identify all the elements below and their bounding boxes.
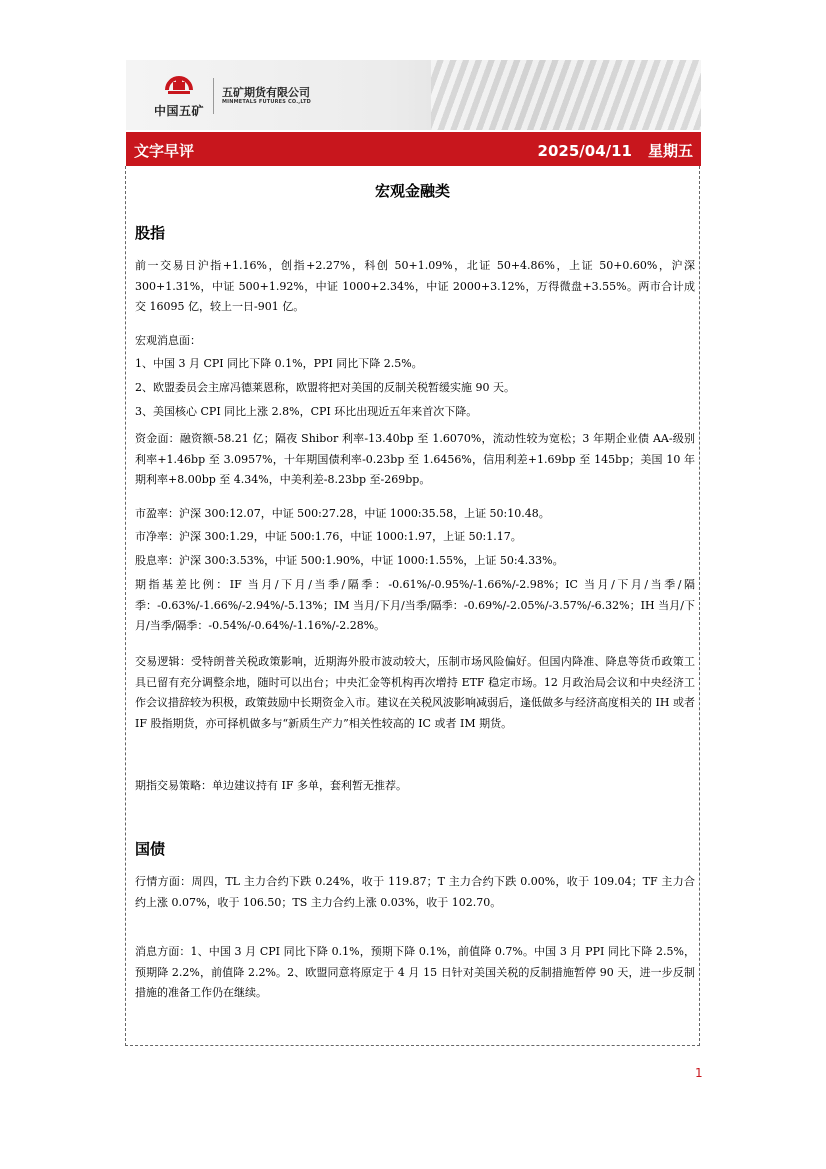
- pb-ratio: 市净率：沪深 300:1.29，中证 500:1.76，中证 1000:1.97，上证 50:1.17。: [135, 530, 522, 543]
- company-name-en: MINMETALS FUTURES CO.,LTD: [222, 99, 311, 105]
- section-title: 宏观金融类: [374, 182, 450, 200]
- funding-paragraph: 资金面：融资额-58.21 亿；隔夜 Shibor 利率-13.40bp 至 1.6070%，流动性较为宽松；3 年期企业债 AA-级别利率+1.46bp 至 3.0957%，十年期国债利率-0.23bp 至 1.6456%，信用利差+1.69bp 至 145bp；美国 10 年期利率+8.00bp 至 4.34%，中美利差-8.23bp 至-269bp。: [135, 432, 695, 486]
- logo-text: 中国五矿: [154, 104, 205, 118]
- report-weekday: 星期五: [647, 142, 693, 160]
- macro-news-2: 2、欧盟委员会主席冯德莱恩称，欧盟将把对美国的反制关税暂缓实施 90 天。: [135, 381, 515, 394]
- trading-logic: 交易逻辑：受特朗普关税政策影响，近期海外股市波动较大，压制市场风险偏好。但国内降准、降息等货币政策工具已留有充分调整余地，随时可以出台；中央汇金等机构再次增持 ETF 稳定市场。12 月政治局会议和中央经济工作会议措辞较为积极，政策鼓励中长期资金入市。建议在关税风波影响减弱后，逢低做多与经济高度相关的 IH 或者 IF 股指期货，亦可择机做多与“新质生产力”相关性较高的 IC 或者 IM 期货。: [135, 655, 695, 730]
- company-name-cn: 五矿期货有限公司: [222, 86, 310, 99]
- pe-ratio: 市盈率：沪深 300:12.07，中证 500:27.28，中证 1000:35.58，上证 50:10.48。: [135, 507, 550, 520]
- header-banner: [126, 60, 701, 130]
- report-type: 文字早评: [134, 142, 195, 160]
- report-date-group: [538, 140, 693, 161]
- bonds-heading: 国债: [135, 840, 166, 858]
- stock-index-heading: 股指: [135, 224, 166, 242]
- macro-news-label: 宏观消息面：: [135, 334, 201, 347]
- trading-strategy: 期指交易策略：单边建议持有 IF 多单，套利暂无推荐。: [135, 779, 407, 792]
- macro-news-3: 3、美国核心 CPI 同比上涨 2.8%，CPI 环比出现近五年来首次下降。: [135, 405, 478, 418]
- report-body: [125, 166, 700, 1046]
- basis-ratio: 期指基差比例：IF 当月/下月/当季/隔季：-0.61%/-0.95%/-1.66%/-2.98%；IC 当月/下月/当季/隔季：-0.63%/-1.66%/-2.94%/-5.13%；IM 当月/下月/当季/隔季：-0.69%/-2.05%/-3.57%/-6.32%；IH 当月/下月/当季/隔季：-0.54%/-0.64%/-1.16%/-2.28%。: [135, 578, 695, 632]
- page-number: 1: [695, 1066, 703, 1080]
- stock-market-summary: 前一交易日沪指+1.16%，创指+2.27%，科创 50+1.09%，北证 50+4.86%，上证 50+0.60%，沪深 300+1.31%，中证 500+1.92%，中证 1000+2.34%，中证 2000+3.12%，万得微盘+3.55%。两市合计成交 16095 亿，较上一日-901 亿。: [135, 259, 695, 313]
- header-divider: [213, 78, 214, 114]
- report-date: 2025/04/11: [537, 142, 632, 160]
- macro-news-1: 1、中国 3 月 CPI 同比下降 0.1%，PPI 同比下降 2.5%。: [135, 357, 423, 370]
- bonds-market: 行情方面：周四，TL 主力合约下跌 0.24%，收于 119.87；T 主力合约下跌 0.00%，收于 109.04；TF 主力合约上涨 0.07%，收于 106.50；TS 主力合约上涨 0.03%，收于 102.70。: [135, 875, 695, 909]
- minmetals-logo-icon: [164, 68, 194, 98]
- dividend-yield: 股息率：沪深 300:3.53%，中证 500:1.90%，中证 1000:1.55%，上证 50:4.33%。: [135, 554, 564, 567]
- banner-decoration: [431, 60, 701, 130]
- report-title-bar: [126, 132, 701, 166]
- bonds-news: 消息方面：1、中国 3 月 CPI 同比下降 0.1%，预期下降 0.1%，前值降 0.7%。中国 3 月 PPI 同比下降 2.5%，预期降 2.2%，前值降 2.2%。2、欧盟同意将原定于 4 月 15 日针对美国关税的反制措施暂停 90 天，进一步反制措施的准备工作仍在继续。: [135, 945, 695, 999]
